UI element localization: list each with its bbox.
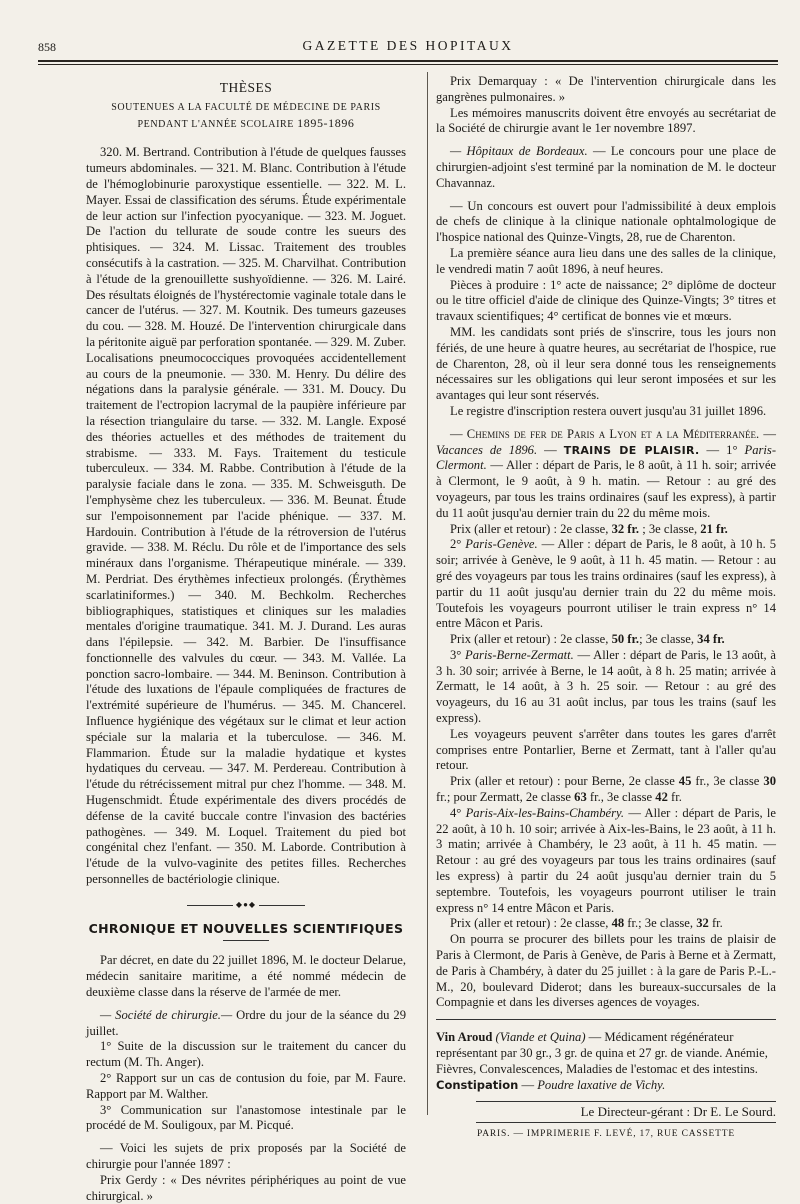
ordre-item-1: 1° Suite de la discussion sur le traitement du cancer du rectum (M. Th. Anger). <box>86 1039 406 1070</box>
left-column <box>86 74 406 1204</box>
prix-berne-zermatt: Prix (aller et retour) : pour Berne, 2e classe 45 fr., 3e classe 30 fr.; pour Zermatt, 2e classe 63 fr., 3e classe 42 fr. <box>436 774 776 805</box>
ordre-item-3: 3° Communication sur l'anastomose intestinale par le procédé de M. Souligoux, par M. Picqué. <box>86 1102 406 1133</box>
paris-clermont-text: — Aller : départ de Paris, le 8 août, à 11 h. soir; arrivée à Clermont, le 9 août, à 9 h. matin. — Retour : au gré des voyageurs, par tous les trains ordinaires (sauf les express), à partir du 11 août jusqu'au dernier train du 22 du même mois. <box>436 458 776 520</box>
pieces-paragraph: Pièces à produire : 1° acte de naissance; 2° diplôme de docteur ou le titre officiel d'aide de clinique des Quinze-Vingts; 3° titres et travaux scientifiques; 4° certificat de bonnes vie et mœurs. <box>436 277 776 324</box>
vacances-heading: Vacances de 1896. <box>436 442 538 457</box>
director-rule-top <box>476 1101 776 1102</box>
chronique-rule <box>223 940 269 941</box>
vin-aroud-ad <box>436 1030 776 1077</box>
plm-heading: — Chemins de fer de Paris a Lyon et a la Méditerranée. — <box>450 426 776 441</box>
paris-chambery-heading: Paris-Aix-les-Bains-Chambéry. <box>465 805 625 820</box>
registre-paragraph: Le registre d'inscription restera ouvert jusqu'au 31 juillet 1896. <box>450 403 767 418</box>
header-rule-thick <box>38 60 778 62</box>
chronique-title: CHRONIQUE ET NOUVELLES SCIENTIFIQUES <box>88 920 404 936</box>
page-number: 858 <box>38 40 56 54</box>
bordeaux-heading: — Hôpitaux de Bordeaux. <box>450 144 588 159</box>
prix-intro-paragraph: — Voici les sujets de prix proposés par la Société de chirurgie pour l'année 1897 : <box>86 1141 406 1171</box>
advert-rule <box>436 1019 776 1020</box>
page-header <box>38 36 778 60</box>
candidats-paragraph: MM. les candidats sont priés de s'inscrire, tous les jours non fériés, de une heure à quatre heures, au secrétariat de l'hospice, rue de Charenton, 28, où il leur sera donné tous les renseignements nécessaires sur les obligations qui leur seront imposées et sur les avantages qui leur sont réservés. <box>436 324 776 403</box>
paris-chambery-paragraph: 4° Paris-Aix-les-Bains-Chambéry. — Aller : départ de Paris, le 22 août, à 10 h. 10 soir; arrivée à Aix-les-Bains, le 23 août, à 11 h. 3 matin; arrivée à Chambéry, le 23 août, à 11 h. 45 matin. — Retour : au gré des voyageurs par tous les trains ordinaires (sauf les express) à partir du 24 août jusqu'au dernier train du 5 septembre. Toutefois, les voyageurs pourront utiliser le train express n° 14 entre Mâcon et Paris. <box>436 805 777 915</box>
paris-berne-text: — Aller : départ de Paris, le 13 août, à 3 h. 30 soir; arrivée à Berne, le 14 août, à 8 h. 25 matin; arrivée à Zermatt, le 14 août, à 3 h. 25 soir. — Retour : au gré des voyageurs, du 16 au 31 août inclus, par tous les trains (sauf les express). <box>436 647 776 726</box>
header-rule-thin <box>38 64 778 65</box>
right-column <box>436 74 776 1143</box>
theses-years: 1895-1896 <box>297 115 355 130</box>
director-rule-bottom <box>476 1122 776 1123</box>
paris-berne-paragraph: 3° Paris-Berne-Zermatt. — Aller : départ de Paris, le 13 août, à 3 h. 30 soir; arrivée à Berne, le 14 août, à 8 h. 25 matin; arrivée à Zermatt, le 14 août, à 3 h. 25 soir. — Retour : au gré des voyageurs, du 16 au 31 août inclus, par tous les trains (sauf les express). <box>436 647 776 726</box>
concours-paragraph: — Un concours est ouvert pour l'admissibilité à deux emplois de chefs de clinique à la clinique nationale ophtalmologique de l'hospice national des Quinze-Vingts, 28, rue de Charenton. <box>436 198 776 245</box>
vin-aroud-text: — Médicament régénérateur représentant par 30 gr., 3 gr. de quina et 27 gr. de viande. Anémie, Fièvres, Convalescences, Maladies de l'estomac et des intestins. <box>436 1030 768 1076</box>
column-separator <box>427 72 428 1115</box>
prix-geneve: Prix (aller et retour) : 2e classe, 50 fr.; 3e classe, 34 fr. <box>450 632 725 647</box>
paris-chambery-text: — Aller : départ de Paris, le 22 août, à 10 h. 10 soir; arrivée à Aix-les-Bains, le 23 août, à 11 h. 3 matin; arrivée à Chambéry, le 23 août, à 11 h. 45 matin. — Retour : au gré des voyageurs par tous les trains ordinaires (sauf les express) à partir du 24 août jusqu'au dernier train du 5 septembre. Toutefois, les voyageurs pourront utiliser le train express n° 14 entre Mâcon et Paris. <box>436 805 777 915</box>
paris-clermont-heading: Paris-Clermont. <box>436 442 777 473</box>
plm-paragraph: — Chemins de fer de Paris a Lyon et a la Méditerranée. — Vacances de 1896. — TRAINS DE PLAISIR. — 1° Paris-Clermont. — Aller : départ de Paris, le 8 août, à 11 h. soir; arrivée à Clermont, le 9 août, à 9 h. matin. — Retour : au gré des voyageurs, par tous les trains ordinaires (sauf les express), à partir du 11 août jusqu'au dernier train du 22 du même mois. <box>436 426 777 520</box>
theses-title: THÈSES <box>219 80 273 95</box>
constipation-label: Constipation <box>436 1077 519 1092</box>
arrets-paragraph: Les voyageurs peuvent s'arrêter dans toutes les gares d'arrêt comprises entre Pontarlier, Berne et Zermatt, tant à l'aller qu'au retour. <box>436 726 776 773</box>
advertisement <box>436 1030 776 1093</box>
theses-subtitle: SOUTENUES A LA FACULTÉ DE MÉDECINE DE PARIS <box>111 101 381 113</box>
theses-list: 320. M. Bertrand. Contribution à l'étude de quelques fausses tumeurs abdominales. — 321. M. Blanc. Contribution à l'étude de l'hémoglobinurie paroxystique essentielle. — 322. M. L. Mayer. Essai de classification des sérums. Étude expérimentale de leur action sur l'infection pyocyanique. — 323. M. Joguet. De l'action du tellurate de soude contre les sueurs des phtisiques. — 324. M. Lissac. Traitement des troubles consécutifs à la castration. — 325. M. Charvilhat. Contribution à l'étude de la grenouillette sushyoïdienne. — 326. M. Lairé. Des résultats éloignés de l'hystérectomie vaginale totale dans le cancer de l'utérus. — 327. M. Koutnik. Des tumeurs gazeuses du cou. — 328. M. Houzé. De l'intervention chirurgicale dans la péritonite aiguë par perforation spontanée. — 329. M. Zuber. Localisations pneumococciques provoquées accidentellement au cours de la pneumonie. — 330. M. Henry. Du délire des négations dans la paralysie générale. — 331. M. Doucy. Du traitement de l'ectropion lacrymal de la paupière inférieure par la résection triangulaire du tarse. — 332. M. Langle. Exposé des théories actuelles et des méthodes de traitement du strabisme. — 333. M. Fays. Traitement du testicule tuberculeux. — 334. M. Rabbe. Contribution à l'étude de la paralysie faciale dans le zona. — 335. M. Schweisguth. De l'emphysème chez les tuberculeux. — 336. M. Beunat. Étude sur l'empoisonnement par l'acide phénique. — 337. M. Hardouin. Contribution à l'étude de la rétroversion de l'utérus gravide. — 338. M. Réclu. Du rôle et de l'importance des sels minéraux dans l'organisme. Thérapeutique minérale. — 339. M. Perdriat. Des érythèmes infectieux prolongés. (Érythèmes scarlatiniformes.) — 340. M. Bechkolm. Recherches bibliographiques, statistiques et cliniques sur les maladies mentales d'origine traumatique. 341. M. J. Durand. Les auras dans l'épilepsie. — 342. M. Barbier. De l'insuffisance fonctionnelle des valvules du cœur. — 343. M. Vallée. La ponction sacro-lombaire. — 344. M. Beninson. Contribution à l'étude des luxations de l'épaule compliquées de fractures de l'extrémité supérieure de l'humérus. — 345. M. Chancerel. Influence hygiénique des végétaux sur le climat et leur action spéciale sur la malaria et la tuberculose. — 346. M. Flammarion. Étude sur la maladie hydatique et kystes hydatiques du cerveau. — 347. M. Perdereau. Contribution à l'étude du rétrécissement mitral pur chez l'homme. — 348. M. Hugenschmidt. Étude expérimentale des divers procédés de défense de la cavité buccale contre l'invasion des bactéries pathogènes. — 349. M. Loquel. Traitement du pied bot congénital chez l'enfant. — 350. M. Laborde. Contribution à l'étude de la vulvo-vaginite des petites filles. Recherches personnelles de bactériologie clinique. <box>86 145 406 887</box>
constipation-ad: Constipation — Poudre laxative de Vichy. <box>436 1077 666 1092</box>
billets-paragraph: On pourra se procurer des billets pour les trains de plaisir de Paris à Clermont, de Paris à Genève, de Paris à Berne et à Zermatt, de Paris à Chambéry, à dater du 25 juillet : à la gare de Paris P.-L.-M., 20, boulevard Diderot; dans les bureaux-succursales de la Compagnie et dans les diverses agences de voyages. <box>436 932 776 1010</box>
paris-berne-heading: Paris-Berne-Zermatt. <box>465 647 574 662</box>
decret-paragraph: Par décret, en date du 22 juillet 1896, M. le docteur Delarue, médecin sanitaire maritime, a été nommé médecin de deuxième classe dans la réserve de l'armée de mer. <box>86 953 406 1000</box>
paris-geneve-heading: Paris-Genève. <box>465 537 538 552</box>
vin-aroud-paren: (Viande et Quina) <box>495 1030 586 1045</box>
section-ornament: ◆●◆ <box>86 897 406 913</box>
ordre-item-2: 2° Rapport sur un cas de contusion du foie, par M. Faure. Rapport par M. Walther. <box>86 1071 406 1101</box>
journal-title: GAZETTE DES HOPITAUX <box>302 38 514 53</box>
paris-geneve-paragraph: 2° Paris-Genève. — Aller : départ de Paris, le 8 août, à 10 h. 5 soir; arrivée à Genève, le 9 août, à 11 h. 45 matin. — Retour : au gré des voyageurs par tous les trains ordinaires (sauf les express), à partir du 11 août jusqu'au dernier train du 22 du même mois. Toutefois les voyageurs pourront utiliser le train express n° 14 entre Mâcon et Paris. <box>436 537 776 631</box>
vin-aroud-name: Vin Aroud <box>436 1030 493 1045</box>
societe-chirurgie-paragraph <box>86 1008 406 1040</box>
prix-gerdy-paragraph: Prix Gerdy : « Des névrites périphériques au point de vue chirurgical. » <box>86 1172 406 1203</box>
theses-period <box>86 116 406 133</box>
poudre-laxative: Poudre laxative de Vichy. <box>537 1077 666 1092</box>
prix-demarquay-paragraph: Prix Demarquay : « De l'intervention chirurgicale dans les gangrènes pulmonaires. » <box>436 74 776 104</box>
printer-line: PARIS. — IMPRIMERIE F. LEVÉ, 17, RUE CASSETTE <box>477 1129 735 1140</box>
memoires-paragraph: Les mémoires manuscrits doivent être envoyés au secrétariat de la Société de chirurgie avant le 1er novembre 1897. <box>436 105 776 136</box>
prix-clermont: Prix (aller et retour) : 2e classe, 32 fr. ; 3e classe, 21 fr. <box>450 521 728 536</box>
paris-geneve-text: — Aller : départ de Paris, le 8 août, à 10 h. 5 soir; arrivée à Genève, le 9 août, à 11 h. 45 matin. — Retour : au gré des voyageurs par tous les trains ordinaires (sauf les express), à partir du 11 août jusqu'au dernier train du 22 du même mois. Toutefois les voyageurs pourront utiliser le train express n° 14 entre Mâcon et Paris. <box>436 537 776 631</box>
trains-plaisir-heading: TRAINS DE PLAISIR. <box>563 443 700 457</box>
bordeaux-paragraph <box>436 144 776 191</box>
prix-chambery: Prix (aller et retour) : 2e classe, 48 fr.; 3e classe, 32 fr. <box>450 916 723 931</box>
premiere-seance-paragraph: La première séance aura lieu dans une des salles de la clinique, le vendredi matin 7 août 1896, à neuf heures. <box>436 245 776 276</box>
director-line: Le Directeur-gérant : Dr E. Le Sourd. <box>580 1104 776 1120</box>
societe-chirurgie-text: Ordre du jour de la séance du 29 juillet. <box>86 1007 407 1038</box>
bordeaux-text: — Le concours pour une place de chirurgien-adjoint s'est terminé par la nomination de M. le docteur Chavannaz. <box>436 144 776 190</box>
theses-period-text: PENDANT L'ANNÉE SCOLAIRE <box>137 118 295 130</box>
societe-chirurgie-heading: — Société de chirurgie.— <box>100 1007 233 1022</box>
